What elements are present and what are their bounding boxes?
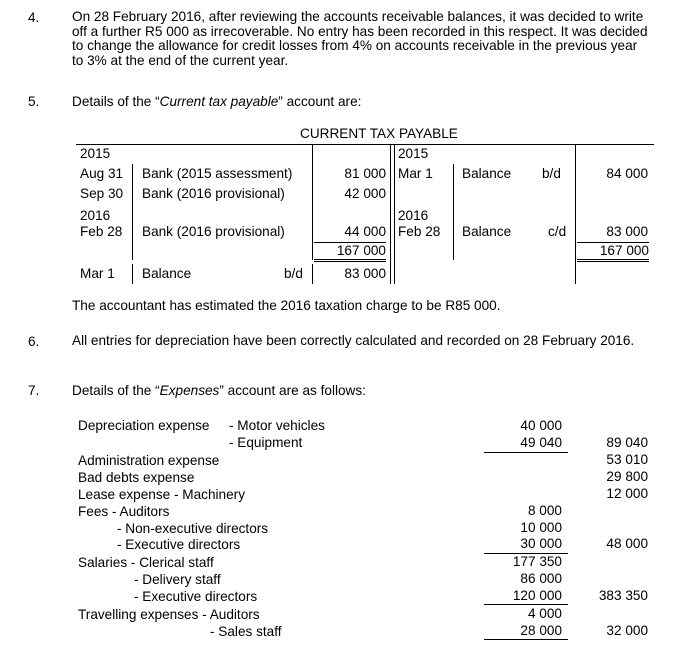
expense-label: Travelling expenses - Auditors	[78, 607, 260, 622]
expense-sub-label: - Sales staff	[210, 624, 282, 639]
ledger-folio: b/d	[284, 266, 303, 281]
ledger-details: Bank (2016 provisional)	[142, 224, 285, 239]
intro-text: ” account are as follows:	[219, 383, 366, 398]
expense-label: Fees - Auditors	[78, 504, 170, 519]
ledger-folio: c/d	[548, 224, 567, 239]
ledger-details: Bank (2016 provisional)	[142, 186, 285, 201]
intro-text: Details of the “	[72, 383, 160, 398]
expense-sub-amount: 49 040	[520, 435, 562, 450]
ledger-vline	[132, 264, 133, 284]
ledger-details: Balance	[462, 224, 512, 239]
subtotal-rule	[484, 604, 568, 605]
item-5-intro	[72, 94, 361, 109]
expense-sub-label: - Delivery staff	[134, 572, 221, 587]
intro-text: ” account are:	[278, 94, 362, 109]
expense-sub-amount: 4 000	[527, 606, 562, 621]
expense-sub-amount: 120 000	[512, 588, 562, 603]
expense-total: 12 000	[606, 486, 648, 501]
ledger-year: 2015	[398, 146, 429, 161]
ledger-vline	[394, 144, 395, 284]
ledger-folio: b/d	[542, 166, 561, 181]
ledger-vline	[390, 144, 391, 284]
item-7-intro	[72, 383, 366, 398]
intro-text: Details of the “	[72, 94, 160, 109]
ledger-amount: 81 000	[344, 166, 386, 181]
ledger-date: Sep 30	[80, 186, 124, 201]
ledger-amount: 83 000	[344, 266, 386, 281]
account-name: Current tax payable	[159, 94, 279, 109]
expense-total: 48 000	[606, 536, 648, 551]
expense-sub-label: - Motor vehicles	[229, 418, 325, 433]
ledger-year: 2016	[398, 208, 429, 223]
expense-label: Lease expense - Machinery	[78, 487, 245, 502]
expense-sub-amount: 10 000	[520, 520, 562, 535]
ledger-amount: 44 000	[344, 224, 386, 239]
ledger-amount: 84 000	[606, 166, 648, 181]
expense-sub-amount: 177 350	[512, 554, 562, 569]
ledger-total: 167 000	[314, 242, 386, 262]
ledger-year: 2016	[80, 208, 111, 223]
expense-sub-amount: 40 000	[520, 418, 562, 433]
expense-total: 32 000	[606, 623, 648, 638]
expense-total: 29 800	[606, 469, 648, 484]
ledger-vline	[575, 144, 576, 284]
ledger-date: Feb 28	[398, 224, 441, 239]
ledger-vline	[312, 144, 313, 260]
ledger-vline	[132, 164, 133, 260]
expense-label: Administration expense	[78, 453, 220, 468]
expense-sub-label: - Non-executive directors	[117, 521, 269, 536]
expense-sub-amount: 86 000	[520, 571, 562, 586]
ledger-details: Bank (2015 assessment)	[142, 166, 293, 181]
item-number: 7.	[28, 383, 40, 398]
ledger-details: Balance	[462, 166, 512, 181]
expense-total: 383 350	[598, 588, 648, 603]
item-4-paragraph: On 28 February 2016, after reviewing the accounts receivable balances, it was decided to write off a further R5 000 as irrecoverable. No entry has been recorded in this respect. It was decided to change the allowance for credit losses from 4% on accounts receivable in the previous year to 3% at the end of the current year.	[72, 9, 648, 69]
ledger-date: Mar 1	[80, 266, 115, 281]
ledger-vline	[312, 264, 313, 284]
subtotal-rule	[484, 452, 568, 453]
ledger-year: 2015	[80, 146, 111, 161]
expense-label: Salaries - Clerical staff	[78, 555, 214, 570]
ledger-total: 167 000	[577, 242, 649, 262]
ledger-amount: 42 000	[344, 186, 386, 201]
account-name: Expenses	[159, 383, 220, 398]
expense-label: Bad debts expense	[78, 470, 195, 485]
expense-sub-label: - Equipment	[229, 435, 303, 450]
ledger-date: Feb 28	[80, 224, 123, 239]
ledger-details: Balance	[142, 266, 192, 281]
ledger-date: Aug 31	[80, 166, 124, 181]
ledger-top-rule	[76, 144, 654, 145]
ledger-vline	[453, 164, 454, 260]
ledger-date: Mar 1	[398, 166, 433, 181]
tax-estimate-note: The accountant has estimated the 2016 taxation charge to be R85 000.	[72, 298, 501, 313]
ledger-amount: 83 000	[606, 224, 648, 239]
expense-sub-amount: 28 000	[520, 623, 562, 638]
expense-sub-amount: 8 000	[527, 503, 562, 518]
item-6-paragraph: All entries for depreciation have been correctly calculated and recorded on 28 February 2016.	[72, 333, 635, 348]
item-number: 6.	[28, 334, 40, 349]
subtotal-rule	[484, 639, 568, 640]
ledger-title: CURRENT TAX PAYABLE	[300, 126, 458, 141]
expense-sub-label: - Executive directors	[117, 537, 241, 552]
expense-total: 89 040	[606, 435, 648, 450]
expense-sub-amount: 30 000	[520, 536, 562, 551]
item-number: 4.	[28, 10, 40, 25]
expense-label: Depreciation expense	[78, 418, 210, 433]
expense-total: 53 010	[606, 452, 648, 467]
item-number: 5.	[28, 94, 40, 109]
expense-sub-label: - Executive directors	[134, 589, 258, 604]
